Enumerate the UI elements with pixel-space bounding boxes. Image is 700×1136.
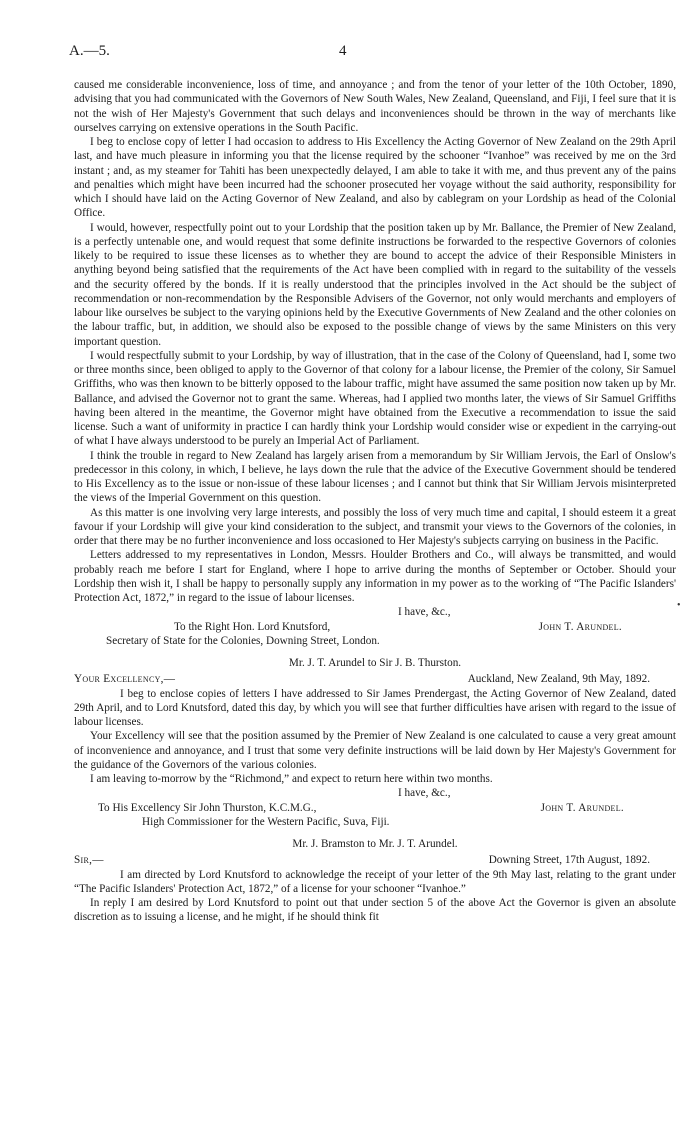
signature: John T. Arundel. <box>540 801 624 814</box>
paragraph: I beg to enclose copies of letters I have addressed to Sir James Prendergast, the Acting Governor of New Zealand, dated 29th April, and to Lord Knutsford, dated this day, by which you will see that further difficulties have arisen with regard to the issue of labour licenses. <box>74 687 676 728</box>
paragraph: As this matter is one involving very large interests, and possibly the loss of very much time and capital, I should esteem it a great favour if your Lordship will give your kind consideration to the subject, and transmit your views to the Governors of the colonies, in order that there may be no further inconvenience and loss occasioned to Her Majesty's subjects carrying on business in the Pacific. <box>74 506 676 547</box>
dateline: Downing Street, 17th August, 1892. <box>488 854 650 867</box>
dateline-row <box>74 672 676 686</box>
paragraph: I beg to enclose copy of letter I had occasion to address to His Excellency the Acting Governor of New Zealand on the 29th April last, and have much pleasure in informing you that the license required by the schooner “Ivanhoe” was received by me on the 3rd instant ; and, as my steamer for Tahiti has been unexpectedly delayed, I am able to take it with me, and thus prevent any of the pains and penalties which might have been incurred had the schooner prosecuted her voyage without the said authority, responsibility for which I should have laid on the Acting Governor of New Zealand, and also by cablegram on your Lordship as head of the Colonial Office. <box>74 136 676 220</box>
paragraph: Your Excellency will see that the position assumed by the Premier of New Zealand is one calculated to cause a very great amount of inconvenience and annoyance, and I trust that some very definite instructions will be laid down by Her Majesty's Government for the guidance of the Governors of the various colonies. <box>74 730 676 771</box>
dateline: Auckland, New Zealand, 9th May, 1892. <box>467 673 650 686</box>
closing: I have, &c., <box>398 787 451 800</box>
margin-mark: • <box>677 600 681 611</box>
paragraph: I am directed by Lord Knutsford to acknowledge the receipt of your letter of the 9th May last, relating to the grant under “The Pacific Islanders' Protection Act, 1872,” of a license for your schooner “Ivanhoe.” <box>74 868 676 895</box>
paragraph: Letters addressed to my representatives in London, Messrs. Houlder Brothers and Co., will always be transmitted, and would probably reach me before I start for England, where I hope to arrive during the months of September or October. Should your Lordship then wish it, I shall be happy to personally supply any information in my power as to the working of “The Pacific Islanders' Protection Act, 1872,” in regard to the issue of labour licenses. <box>74 549 676 604</box>
paragraph: I would, however, respectfully point out to your Lordship that the position taken up by Mr. Ballance, the Premier of New Zealand, is a perfectly untenable one, and would request that some definite instructions be forwarded to the respective Governors of colonies likely to be required to issue these licenses as to whether they are bound to accept the advice of their Responsible Ministers in anything beyond being satisfied that the requirements of the Act have been complied with in regard to the suitability of the vessels and the security offered by the bonds. If it is really understood that the principles involved in the Act should be the subject of recommendation or non-recommendation by the Responsible Advisers of the Governor, not only would merchants and employers of labour like ourselves be subject to the varying opinions held by the Executive Governments of New Zealand and the other colonies on the labour traffic, but, in addition, we should also be exposed to the possible change of views by the same Ministers on this very important question. <box>74 221 676 348</box>
paragraph: In reply I am desired by Lord Knutsford to point out that under section 5 of the above Act the Governor is given an absolute discretion as to issuing a license, and he might, if he should think fit <box>74 897 676 924</box>
signature-line <box>74 620 676 634</box>
letter-heading: Mr. J. Bramston to Mr. J. T. Arundel. <box>292 838 458 850</box>
paragraph: I am leaving to-morrow by the “Richmond,” and expect to return here within two months. <box>90 773 493 785</box>
closing: I have, &c., <box>398 606 451 619</box>
letter-to-mr-arundel <box>74 837 676 925</box>
document-body <box>74 78 676 925</box>
salutation: Your Excellency,— <box>74 673 176 686</box>
paragraph: I would respectfully submit to your Lordship, by way of illustration, that in the case of the Colony of Queensland, had I, some two or three months since, been obliged to apply to the Governor of that colony for a labour license, the Premier of the colony, Sir Samuel Griffiths, who was then known to be bitterly opposed to the labour traffic, might have assumed the same position now taken up by Mr. Ballance, and advised the Governor not to grant the same. Whereas, had I applied two months later, the views of Sir Samuel Griffiths having been altered in the meantime, the Governor might have obtained from the Executive a recommendation to issue the said license. Such a want of uniformity in practice I can hardly think your Lordship would consider wise or expedient in the carrying-out of what I have always understood to be purely an Imperial Act of Parliament. <box>74 349 676 448</box>
addressee-title: Secretary of State for the Colonies, Downing Street, London. <box>106 634 380 647</box>
paragraph: caused me considerable inconvenience, loss of time, and annoyance ; and from the tenor of your letter of the 10th October, 1890, advising that you had communicated with the Governors of New South Wales, New Zealand, Queensland, and Fiji, I feel sure that it is not the wish of Her Majesty's Government that such delays and inconveniences should be thrown in the way of merchants like ourselves carrying on extensive operations in the South Pacific. <box>74 79 676 134</box>
addressee-title: High Commissioner for the Western Pacific, Suva, Fiji. <box>142 815 390 828</box>
dateline-row <box>74 853 676 867</box>
addressee: To the Right Hon. Lord Knutsford, <box>174 620 331 633</box>
letter-to-lord-knutsford <box>74 78 676 648</box>
page-number: 4 <box>339 43 347 59</box>
document-reference: A.—5. <box>69 43 110 59</box>
salutation: Sir,— <box>74 854 104 867</box>
paragraph: I think the trouble in regard to New Zealand has largely arisen from a memorandum by Sir William Jervois, the Earl of Onslow's predecessor in this colony, in which, I believe, he lays down the rule that the advice of the Executive Government should be tendered to His Excellency as to the issue or non-issue of these labour licenses ; and I cannot but think that Sir William Jervois misinterpreted the views of the Imperial Government on this question. <box>74 449 676 505</box>
addressee: To His Excellency Sir John Thurston, K.C.M.G., <box>98 801 317 814</box>
signature-line <box>74 801 676 815</box>
letter-heading: Mr. J. T. Arundel to Sir J. B. Thurston. <box>288 657 462 669</box>
letter-to-sir-thurston <box>74 656 676 829</box>
signature: John T. Arundel. <box>538 620 622 633</box>
page-header <box>69 44 675 64</box>
